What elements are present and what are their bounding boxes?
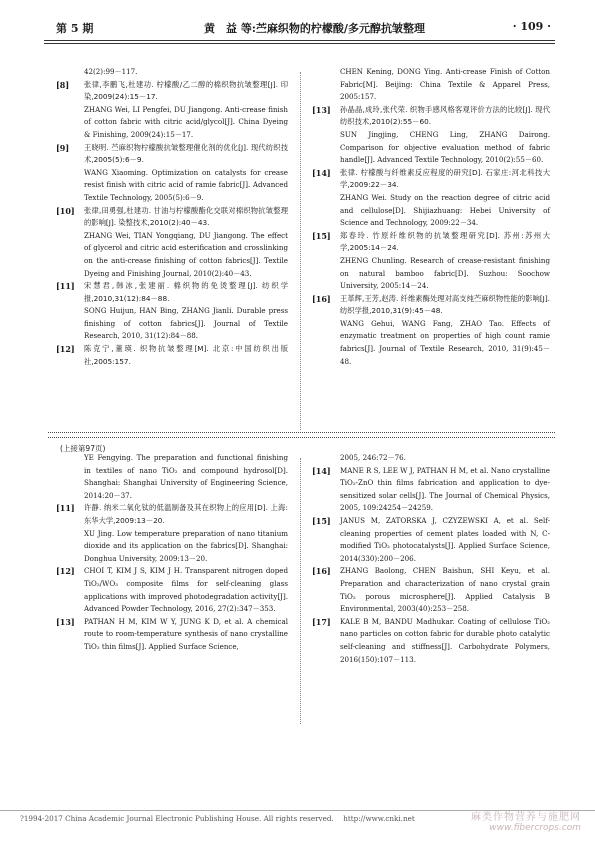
references-top-left (56, 66, 288, 368)
reference-text-english: JANUS M, ZATORSKA J, CZYZEWSKI A, et al. Self-cleaning properties of cement plates loaded with N, C-modified TiO₂ photocatalysts[J]. Applied Surface Science, 2014(330):200－206. (340, 515, 550, 563)
reference-text-chinese: 张律. 柠檬酸与纤维素反应程度的研究[D]. 石家庄:河北科技大学,2009:22－34. (340, 167, 550, 190)
reference-number: [11] (56, 503, 75, 514)
copyright-footer: ?1994-2017 China Academic Journal Electronic Publishing House. All rights reserved. http://www.cnki.net (20, 814, 415, 823)
reference-text-english: MANE R S, LEE W J, PATHAN H M, et al. Nano crystalline TiO₂-ZnO thin films fabrication and application to dye-sensitized solar cells[J]. The Journal of Chemical Physics, 2005, 109:24254－24259. (340, 465, 550, 513)
page-header (44, 18, 555, 40)
reference-entry (312, 616, 550, 666)
reference-text-chinese: 孙晶晶,成玲,张代荣. 织物手感风格客观评价方法的比较[J]. 现代纺织技术,2010(2):55－60. (340, 104, 550, 127)
reference-text-english: XU Jing. Low temperature preparation of nano titanium dioxide and its application on the fabrics[D]. Shanghai: Donghua University, 2009:13－20. (84, 528, 288, 563)
header-double-rule (44, 40, 555, 44)
reference-entry (56, 565, 288, 615)
reference-entry (56, 142, 288, 205)
reference-number: [15] (312, 515, 331, 526)
reference-number: [12] (56, 566, 75, 577)
running-title: 黄 益 等:苎麻织物的柠檬酸/多元醇抗皱整理 (204, 22, 425, 35)
column-divider-bottom (300, 458, 301, 724)
reference-text-english: WANG Xiaoming. Optimization on catalysts for crease resist finish with citric acid of ramie fabric[J]. Advanced Textile Technology, 2005(5):6－9. (84, 167, 288, 202)
reference-text-chinese: 王晓明. 苎麻织物柠檬酸抗皱整理催化剂的优化[J]. 现代纺织技术,2005(5):6－9. (84, 142, 288, 165)
reference-text-chinese: 宋慧君,韩冰,张建丽. 棉织物的免烫整理[J]. 纺织学报,2010,31(12):84－88. (84, 281, 288, 303)
reference-text-english: ZHANG Wei, TIAN Yongqiang, DU Jiangong. The effect of glycerol and citric acid esterification and crosslinking on the anti-crease finishing of cotton fabrics[J]. Textile Dyeing and Finishing Journal, 2010(2):40－43. (84, 230, 288, 278)
column-divider-top (300, 72, 301, 430)
reference-text-chinese: 张律,田勇强,杜建功. 甘油与柠檬酸酯化交联对棉织物抗皱整理的影响[J]. 染整技术,2010(2):40－43. (84, 205, 288, 228)
reference-entry (56, 502, 288, 565)
reference-number: [13] (312, 104, 331, 115)
reference-text-english: 42(2):99－117. (84, 67, 138, 76)
reference-number: [16] (312, 566, 331, 577)
reference-number: [14] (312, 465, 331, 476)
references-bottom-right (312, 452, 550, 666)
reference-entry (312, 230, 550, 293)
reference-entry (56, 343, 288, 368)
reference-entry (56, 79, 288, 142)
reference-text-english: SUN Jingjing, CHENG Ling, ZHANG Dairong. Comparison for objective evaluation method of fabric handle[J]. Advanced Textile Technology, 2010(2):55－60. (340, 129, 550, 165)
reference-entry (56, 205, 288, 281)
references-bottom-left (56, 452, 288, 654)
reference-text-english: ZHENG Chunling. Research of crease-resistant finishing on natural bamboo fabric[D]. Suzhou: Soochow University, 2005:14－24. (340, 255, 550, 291)
reference-number: [13] (56, 616, 75, 627)
reference-text-english: ZHANG Wei, LI Pengfei, DU Jiangong. Anti-crease finish of cotton fabric with citric acid/glycol[J]. China Dyeing & Finishing, 2009(24):15－17. (84, 104, 288, 139)
reference-number: [9] (56, 142, 70, 153)
reference-number: [17] (312, 616, 331, 627)
reference-entry (312, 452, 550, 465)
reference-entry (312, 565, 550, 615)
references-top-right (312, 66, 550, 368)
reference-entry (56, 616, 288, 654)
reference-number: [12] (56, 344, 75, 355)
reference-text-chinese: 张律,李鹏飞,杜建功. 柠檬酸/乙二醇的棉织物抗皱整理[J]. 印染,2009(24):15－17. (84, 79, 288, 102)
page-number: · 109 · (512, 20, 551, 33)
reference-text-english: 2005, 246:72－76. (340, 453, 406, 462)
reference-text-english: SONG Huijun, HAN Bing, ZHANG Jianli. Durable press finishing of cotton fabrics[J]. Journal of Textile Research, 2010, 31(12):84－88. (84, 306, 288, 341)
reference-number: [8] (56, 79, 70, 90)
reference-text-chinese: 陈克宁,董瑛. 织物抗皱整理[M]. 北京:中国纺织出版社,2005:157. (84, 344, 288, 366)
watermark-site-url: www.fibercrops.com (489, 823, 581, 833)
issue-label: 第 5 期 (56, 22, 94, 35)
reference-text-chinese: 郑春玲. 竹原纤维织物的抗皱整理研究[D]. 苏州:苏州大学,2005:14－24. (340, 230, 550, 253)
reference-number: [14] (312, 167, 331, 178)
reference-entry (312, 515, 550, 565)
continuation-note: (上接第97页) (60, 444, 106, 453)
reference-entry (56, 452, 288, 502)
reference-entry (312, 293, 550, 369)
site-watermark (471, 808, 581, 833)
reference-text-english: ZHANG Baolong, CHEN Baishun, SHI Keyu, et al. Preparation and characterization of nano crystal grain TiO₂ porous microsphere[J]. Applied Catalysis B Environmental, 2003(40):253－258. (340, 566, 550, 614)
reference-number: [11] (56, 281, 75, 292)
reference-number: [10] (56, 205, 75, 216)
reference-entry (312, 465, 550, 515)
reference-text-english: ZHANG Wei. Study on the reaction degree of citric acid and cellulose[D]. Shijiazhuang: Hebei University of Science and Technology, 2009:22－34. (340, 192, 550, 228)
reference-entry (312, 104, 550, 167)
reference-text-english: KALE B M, BANDU Madhukar. Coating of cellulose TiO₂ nano particles on cotton fabric for durable photo catalytic self-cleaning and stiffness[J]. Carbohydrate Polymers, 2016(150):107－113. (340, 616, 550, 664)
reference-text-english: PATHAN H M, KIM W Y, JUNG K D, et al. A chemical route to room-temperature synthesis of nano crystalline TiO₂ thin films[J]. Applied Surface Science, (84, 616, 288, 651)
reference-text-chinese: 王革辉,王芳,赵涛. 纤维素酶处理对高支纯苎麻织物性能的影响[J]. 纺织学报,2010,31(9):45－48. (340, 293, 550, 316)
reference-text-english: CHOI T, KIM J S, KIM J H. Transparent nitrogen doped TiO₂/WO₃ composite films for self-cleaning glass applications with improved photodegradation activity[J]. Advanced Powder Technology, 2016, 27(2):347－353. (84, 566, 288, 614)
reference-entry (56, 280, 288, 343)
reference-text-english: WANG Gehui, WANG Fang, ZHAO Tao. Effects of enzymatic treatment on properties of high count ramie fabrics[J]. Journal of Textile Research, 2010, 31(9):45－48. (340, 318, 550, 366)
reference-text-english: YE Fengying. The preparation and functional finishing in textiles of nano TiO₂ and compound hydrosol[D]. Shanghai: Shanghai University of Engineering Science, 2014:20－37. (84, 453, 288, 500)
reference-text-chinese: 许静. 纳米二氧化钛的低温制备及其在织物上的应用[D]. 上海:东华大学,2009:13－20. (84, 503, 288, 525)
reference-entry (312, 167, 550, 230)
watermark-site-name: 麻类作物营养与施肥网 (471, 812, 581, 823)
reference-text-english: CHEN Kening, DONG Ying. Anti-crease Finish of Cotton Fabric[M]. Beijing: China Textile & Apparel Press, 2005:157. (340, 67, 550, 102)
reference-entry (312, 66, 550, 104)
reference-entry (56, 66, 288, 79)
reference-number: [15] (312, 230, 331, 241)
reference-number: [16] (312, 293, 331, 304)
section-separator (48, 432, 555, 438)
